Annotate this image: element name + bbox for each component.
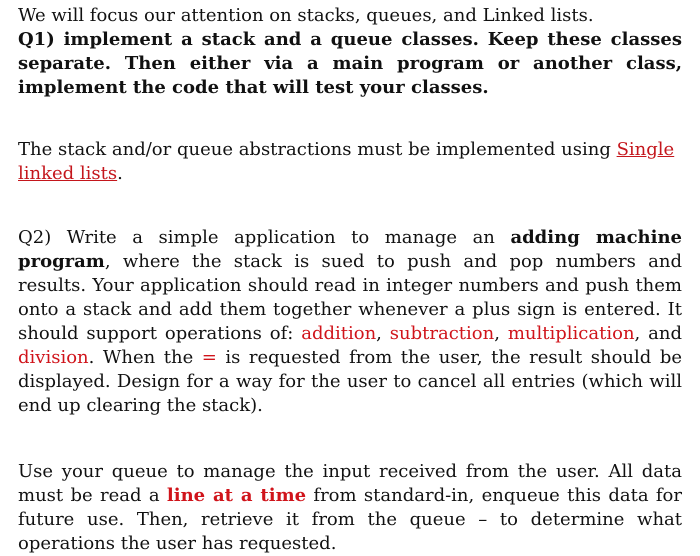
q2-comma-2: ,: [494, 323, 508, 344]
spacer: [18, 418, 682, 460]
op-addition: addition: [301, 323, 377, 344]
implementation-note-text: The stack and/or queue abstractions must be implemented using: [18, 139, 617, 160]
q2-text-2: , where the stack is sued to push and pop numbers and results. Your application should read in integer numbers and push them onto a stack and add them together whenever a plus sign is entered. It should support operations of:: [18, 251, 682, 344]
queue-text-1: Use your queue to manage the input received from the user. All data must be read a: [18, 461, 682, 506]
q2-text-5: is requested from the user, the result should be displayed. Design for a way for the user to cancel all entries (which will end up clearing the stack).: [18, 347, 682, 416]
implementation-note-end: .: [117, 163, 123, 184]
equals-sign: =: [201, 347, 217, 368]
q1-heading: [18, 28, 682, 100]
q2-paragraph: [18, 226, 682, 418]
q2-text-1: Q2) Write a simple application to manage an: [18, 227, 511, 248]
spacer: [18, 186, 682, 226]
adding-machine-term: adding machine program: [18, 227, 683, 272]
queue-paragraph: [18, 460, 682, 556]
single-linked-lists-link[interactable]: Single linked lists: [18, 139, 675, 184]
q1-heading-text: Q1) implement a stack and a queue classes. Keep these classes separate. Then either via a main program or another class, implement the code that will test your classes.: [18, 29, 682, 98]
queue-text-2: from standard-in, enqueue this data for future use. Then, retrieve it from the queue – to determine what operations the user has requested.: [18, 485, 682, 554]
q2-text-4: . When the: [88, 347, 202, 368]
line-at-a-time-term: line at a time: [166, 485, 307, 506]
implementation-note: [18, 138, 682, 186]
spacer: [18, 100, 682, 138]
intro-text: We will focus our attention on stacks, queues, and Linked lists.: [18, 5, 594, 26]
op-subtraction: subtraction: [389, 323, 495, 344]
op-multiplication: multiplication: [507, 323, 635, 344]
q2-comma-1: ,: [376, 323, 390, 344]
q2-text-3: , and: [634, 323, 683, 344]
op-division: division: [18, 347, 89, 368]
